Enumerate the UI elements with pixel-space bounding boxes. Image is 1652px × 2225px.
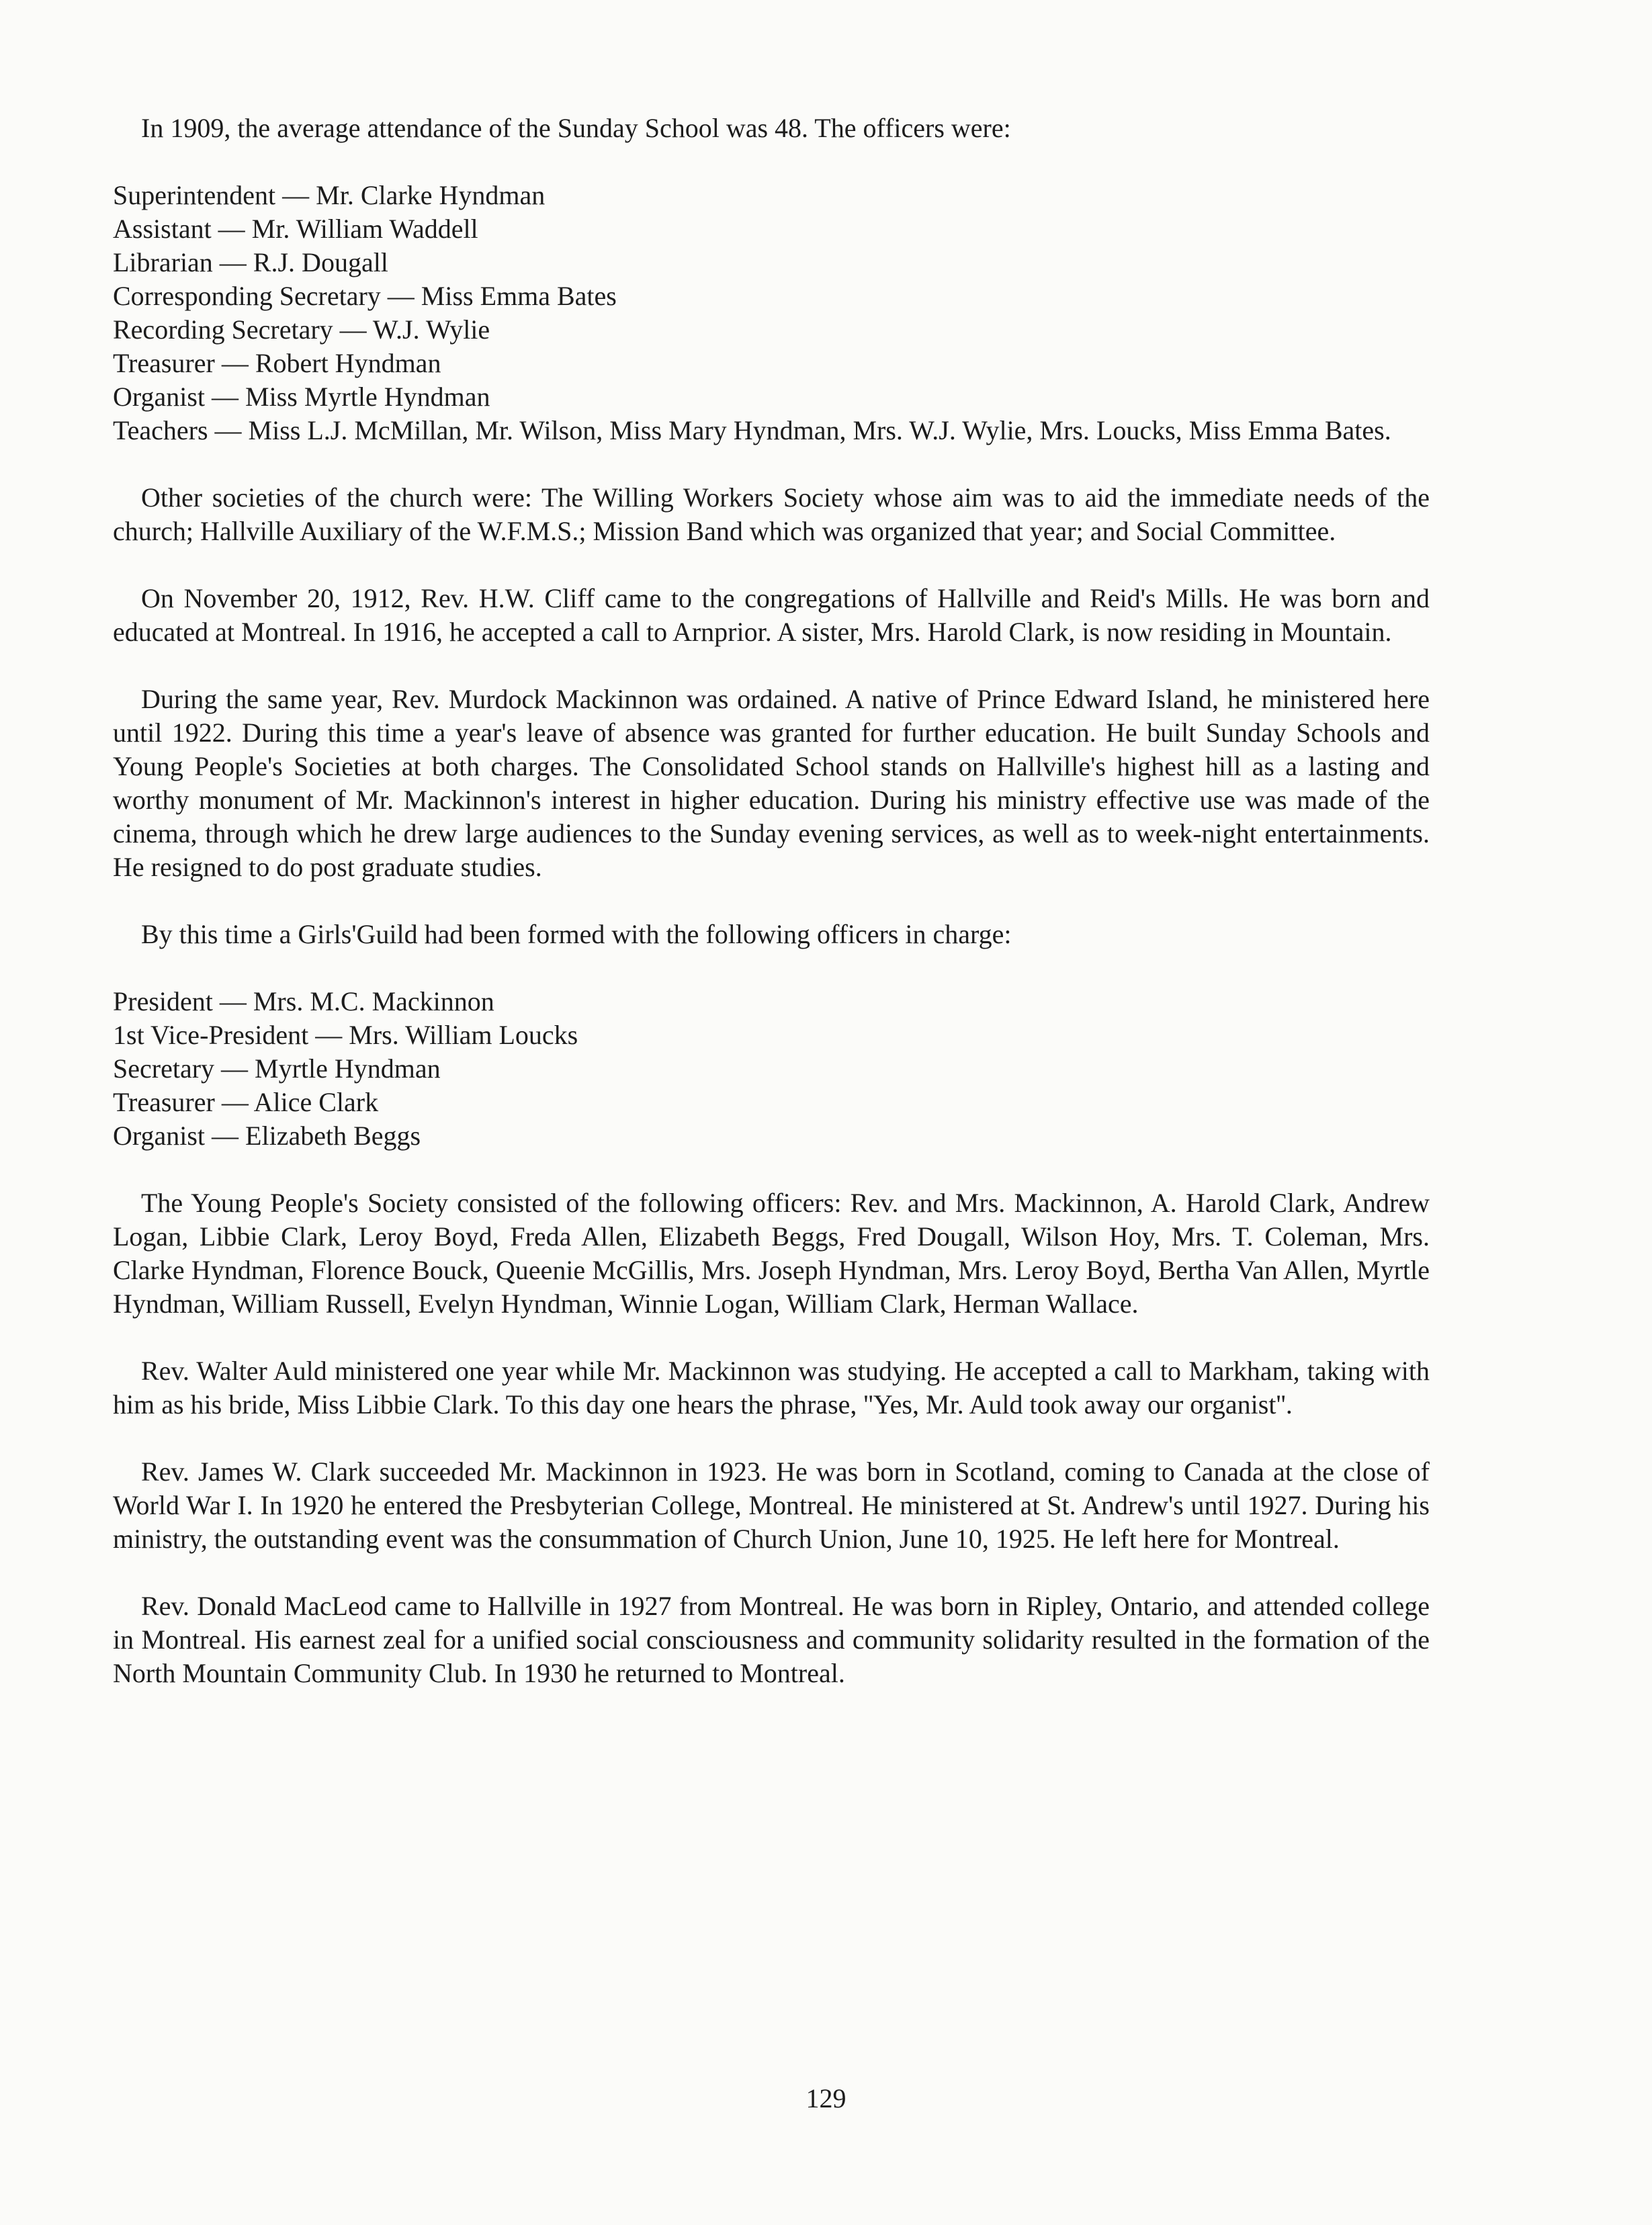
list-item: Organist — Elizabeth Beggs xyxy=(113,1121,421,1151)
paragraph-young-peoples-society: The Young People's Society consisted of the following officers: Rev. and Mrs. Mackinnon, A. Harold Clark, Andrew Logan, Libbie Clark, Leroy Boyd, Freda Allen, Elizabeth Beggs, Fred Dougall, Wilson Hoy, Mrs. T. Coleman, Mrs. Clarke Hyndman, Florence Bouck, Queenie McGillis, Mrs. Joseph Hyndman, Mrs. Leroy Boyd, Bertha Van Allen, Myrtle Hyndman, William Russell, Evelyn Hyndman, Winnie Logan, William Clark, Herman Wallace. xyxy=(113,1188,1430,1319)
list-item: President — Mrs. M.C. Mackinnon xyxy=(113,986,494,1016)
list-item: Organist — Miss Myrtle Hyndman xyxy=(113,382,490,412)
list-item: Corresponding Secretary — Miss Emma Bates xyxy=(113,281,617,311)
list-item: 1st Vice-President — Mrs. William Loucks xyxy=(113,1020,578,1050)
girls-guild-officers-list xyxy=(113,985,1430,1153)
list-item: Teachers — Miss L.J. McMillan, Mr. Wilson, Miss Mary Hyndman, Mrs. W.J. Wylie, Mrs. Loucks, Miss Emma Bates. xyxy=(113,415,1391,445)
list-item: Assistant — Mr. William Waddell xyxy=(113,214,478,244)
paragraph-rev-macleod: Rev. Donald MacLeod came to Hallville in 1927 from Montreal. He was born in Ripley, Ontario, and attended college in Montreal. His earnest zeal for a unified social consciousness and community solidarity resulted in the formation of the North Mountain Community Club. In 1930 he returned to Montreal. xyxy=(113,1591,1430,1688)
paragraph-rev-clark: Rev. James W. Clark succeeded Mr. Mackinnon in 1923. He was born in Scotland, coming to Canada at the close of World War I. In 1920 he entered the Presbyterian College, Montreal. He ministered at St. Andrew's until 1927. During his ministry, the outstanding event was the consummation of Church Union, June 10, 1925. He left here for Montreal. xyxy=(113,1456,1430,1554)
paragraph-rev-mackinnon: During the same year, Rev. Murdock Mackinnon was ordained. A native of Prince Edward Island, he ministered here until 1922. During this time a year's leave of absence was granted for further education. He built Sunday Schools and Young People's Societies at both charges. The Consolidated School stands on Hallville's highest hill as a lasting and worthy monument of Mr. Mackinnon's interest in higher education. During his ministry effective use was made of the cinema, through which he drew large audiences to the Sunday evening services, as well as to week-night entertainments. He resigned to do post graduate studies. xyxy=(113,684,1430,882)
list-item: Superintendent — Mr. Clarke Hyndman xyxy=(113,180,546,210)
paragraph-other-societies: Other societies of the church were: The Willing Workers Society whose aim was to aid the immediate needs of the church; Hallville Auxiliary of the W.F.M.S.; Mission Band which was organized that year; and Social Committee. xyxy=(113,482,1430,546)
paragraph-rev-auld: Rev. Walter Auld ministered one year while Mr. Mackinnon was studying. He accepted a call to Markham, taking with him as his bride, Miss Libbie Clark. To this day one hears the phrase, ''Yes, Mr. Auld took away our organist''. xyxy=(113,1356,1430,1420)
paragraph-sunday-school-intro: In 1909, the average attendance of the Sunday School was 48. The officers were: xyxy=(141,113,1011,143)
list-item: Treasurer — Robert Hyndman xyxy=(113,348,441,378)
document-page xyxy=(113,112,1430,1690)
paragraph-rev-cliff: On November 20, 1912, Rev. H.W. Cliff came to the congregations of Hallville and Reid's Mills. He was born and educated at Montreal. In 1916, he accepted a call to Arnprior. A sister, Mrs. Harold Clark, is now residing in Mountain. xyxy=(113,583,1430,647)
paragraph-girls-guild-intro: By this time a Girls'Guild had been formed with the following officers in charge: xyxy=(141,919,1012,949)
list-item: Secretary — Myrtle Hyndman xyxy=(113,1053,441,1084)
sunday-school-officers-list xyxy=(113,179,1430,447)
list-item: Recording Secretary — W.J. Wylie xyxy=(113,314,490,345)
list-item: Treasurer — Alice Clark xyxy=(113,1087,379,1117)
list-item: Librarian — R.J. Dougall xyxy=(113,247,388,277)
page-number: 129 xyxy=(806,2083,846,2113)
